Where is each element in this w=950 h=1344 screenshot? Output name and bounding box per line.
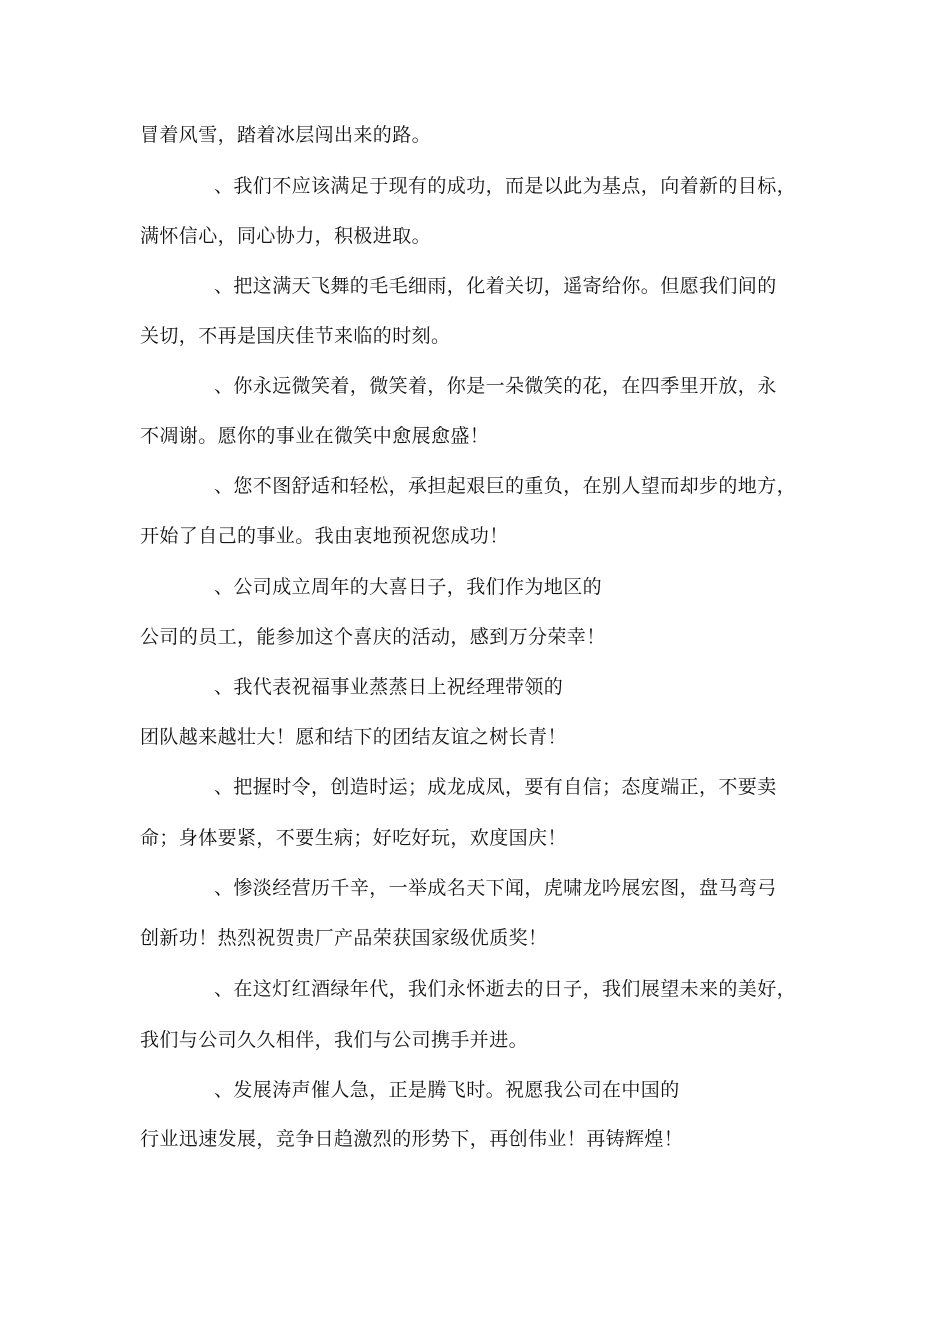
text-line: 开始了自己的事业。我由衷地预祝您成功！ <box>140 525 509 547</box>
text-line: 行业迅速发展，竞争日趋激烈的形势下，再创伟业！再铸辉煌！ <box>140 1128 684 1150</box>
text-line: 、您不图舒适和轻松，承担起艰巨的重负，在别人望而却步的地方， <box>214 475 797 497</box>
text-line: 不凋谢。愿你的事业在微笑中愈展愈盛！ <box>140 425 490 447</box>
text-line: 、惨淡经营历千辛，一举成名天下闻，虎啸龙吟展宏图，盘马弯弓 <box>214 877 777 899</box>
text-line: 、发展涛声催人急，正是腾飞时。祝愿我公司在中国的 <box>214 1079 680 1101</box>
text-line: 团队越来越壮大！愿和结下的团结友谊之树长青！ <box>140 726 567 748</box>
text-line: 、把这满天飞舞的毛毛细雨，化着关切，遥寄给你。但愿我们间的 <box>214 275 777 297</box>
text-line: 公司的员工，能参加这个喜庆的活动，感到万分荣幸！ <box>140 626 606 648</box>
text-line: 、在这灯红酒绿年代，我们永怀逝去的日子，我们展望未来的美好， <box>214 978 797 1000</box>
text-line: 创新功！热烈祝贺贵厂产品荣获国家级优质奖！ <box>140 927 548 949</box>
text-line: 我们与公司久久相伴，我们与公司携手并进。 <box>140 1029 529 1051</box>
text-line: 、你永远微笑着，微笑着，你是一朵微笑的花，在四季里开放，永 <box>214 375 777 397</box>
text-line: 、我代表祝福事业蒸蒸日上祝经理带领的 <box>214 676 564 698</box>
text-line: 关切，不再是国庆佳节来临的时刻。 <box>140 325 451 347</box>
text-line: 命；身体要紧，不要生病；好吃好玩，欢度国庆！ <box>140 827 567 849</box>
text-line: 、公司成立周年的大喜日子，我们作为地区的 <box>214 576 603 598</box>
text-line: 、我们不应该满足于现有的成功，而是以此为基点，向着新的目标， <box>214 175 797 197</box>
text-line: 满怀信心，同心协力，积极进取。 <box>140 225 432 247</box>
text-line: 、把握时令，创造时运；成龙成凤，要有自信；态度端正，不要卖 <box>214 776 777 798</box>
text-line: 冒着风雪，踏着冰层闯出来的路。 <box>140 124 432 146</box>
